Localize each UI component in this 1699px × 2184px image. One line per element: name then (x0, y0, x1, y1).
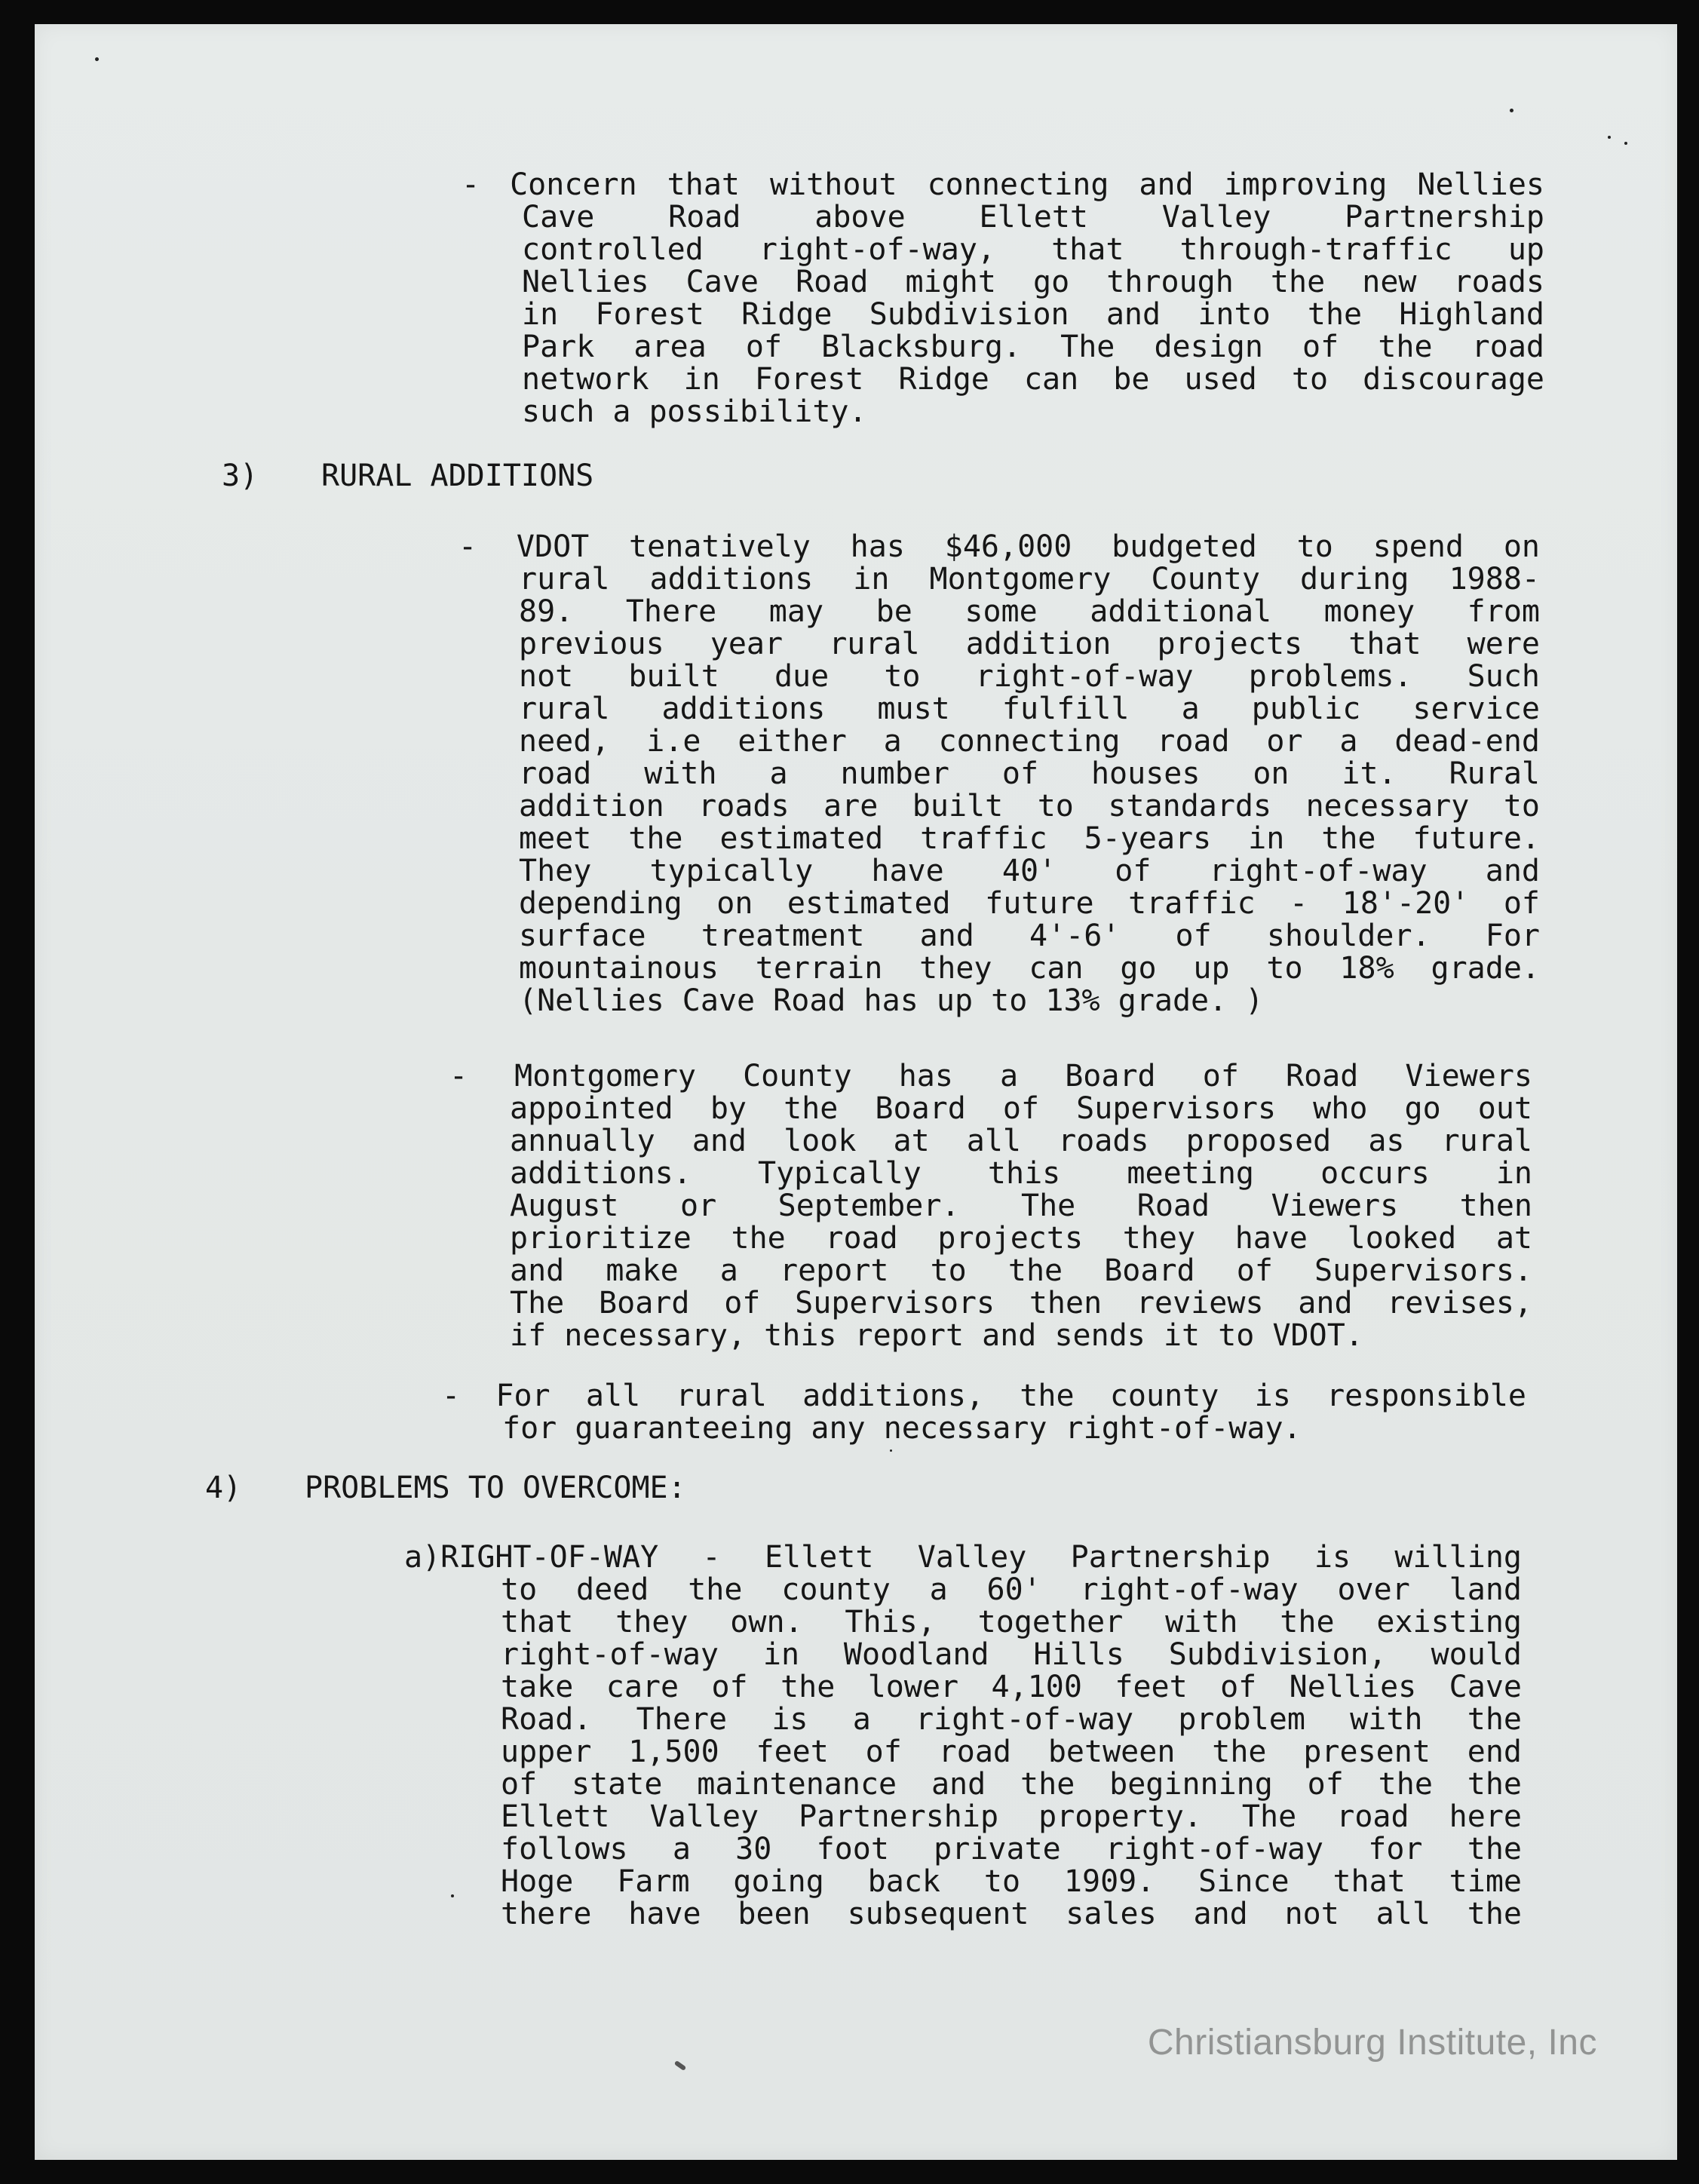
text-line: Ellett Valley Partnership property. The road here (501, 1799, 1522, 1834)
section-3-bullet-vdot (458, 531, 1540, 1017)
text-line: (Nellies Cave Road has up to 13% grade. ) (519, 983, 1264, 1018)
text-line: follows a 30 foot private right-of-way for the (501, 1832, 1522, 1867)
text-line: such a possibility. (522, 394, 867, 429)
paper-speck (451, 1894, 454, 1897)
text-line: Road. There is a right-of-way problem with the (501, 1702, 1522, 1737)
text-line: that they own. This, together with the existing (501, 1605, 1522, 1640)
text-line: - Montgomery County has a Board of Road Viewers (449, 1059, 1532, 1094)
text-line: for guaranteeing any necessary right-of-way. (502, 1411, 1302, 1446)
text-line: depending on estimated future traffic - 18'-20' of (519, 886, 1540, 921)
section-3-title: RURAL ADDITIONS (321, 459, 594, 493)
text-line: and make a report to the Board of Supervisors. (510, 1253, 1532, 1288)
section-3-number: 3) (222, 459, 259, 493)
text-line: rural additions must fulfill a public service (519, 692, 1540, 726)
text-line: upper 1,500 feet of road between the present end (501, 1735, 1522, 1769)
text-line: need, i.e either a connecting road or a dead-end (519, 724, 1540, 759)
text-line: right-of-way in Woodland Hills Subdivision, would (501, 1637, 1522, 1672)
text-line: rural additions in Montgomery County during 1988- (519, 562, 1540, 597)
text-line: not built due to right-of-way problems. Such (519, 659, 1540, 694)
section-4-number: 4) (205, 1471, 242, 1505)
text-line: if necessary, this report and sends it to VDOT. (510, 1318, 1363, 1353)
text-line: controlled right-of-way, that through-traffic up (522, 232, 1544, 267)
text-line: 89. There may be some additional money from (519, 594, 1540, 629)
text-line: Cave Road above Ellett Valley Partnership (522, 200, 1544, 235)
text-line: previous year rural addition projects that were (519, 627, 1540, 661)
text-line: Nellies Cave Road might go through the new roads (522, 265, 1544, 299)
section-4-title: PROBLEMS TO OVERCOME: (305, 1471, 686, 1505)
text-line: Park area of Blacksburg. The design of the road (522, 330, 1544, 364)
text-line: mountainous terrain they can go up to 18% grade. (519, 951, 1540, 986)
text-line: August or September. The Road Viewers then (510, 1189, 1532, 1223)
text-line: - Concern that without connecting and improving Nellies (462, 167, 1544, 202)
text-line: annually and look at all roads proposed as rural (510, 1124, 1532, 1158)
text-line: prioritize the road projects they have looked at (510, 1221, 1532, 1256)
text-line: The Board of Supervisors then reviews and revises, (510, 1286, 1532, 1321)
text-line: meet the estimated traffic 5-years in the future. (519, 821, 1540, 856)
paper-speck (1510, 109, 1513, 112)
text-line: take care of the lower 4,100 feet of Nellies Cave (501, 1670, 1522, 1704)
text-line: They typically have 40' of right-of-way and (519, 854, 1540, 888)
section-3-bullet-county (442, 1380, 1526, 1445)
text-line: to deed the county a 60' right-of-way over land (501, 1572, 1522, 1607)
text-line: surface treatment and 4'-6' of shoulder. For (519, 919, 1540, 953)
text-line: - VDOT tenatively has $46,000 budgeted to spend on (458, 529, 1540, 564)
section-3-bullet-road-viewers (449, 1060, 1532, 1352)
text-line: appointed by the Board of Supervisors who go out (510, 1091, 1532, 1126)
text-line: of state maintenance and the beginning of the the (501, 1767, 1522, 1802)
document-page (35, 24, 1677, 2160)
text-line: there have been subsequent sales and not all the (501, 1897, 1522, 1931)
text-line: road with a number of houses on it. Rural (519, 756, 1540, 791)
watermark-text: Christiansburg Institute, Inc (1147, 2023, 1597, 2063)
text-line: - For all rural additions, the county is responsible (442, 1379, 1526, 1413)
text-line: in Forest Ridge Subdivision and into the Highland (522, 297, 1544, 332)
section-4-item-right-of-way (404, 1541, 1522, 1931)
text-line: network in Forest Ridge can be used to discourage (522, 362, 1544, 397)
paper-speck (1608, 136, 1611, 139)
text-line: addition roads are built to standards necessary to (519, 789, 1540, 824)
paper-speck (674, 2060, 687, 2071)
text-line: a)RIGHT-OF-WAY - Ellett Valley Partnership is willing (404, 1540, 1522, 1575)
paper-speck (95, 57, 99, 61)
text-line: Hoge Farm going back to 1909. Since that time (501, 1864, 1522, 1899)
paper-speck (890, 1449, 892, 1452)
intro-bullet (462, 169, 1544, 428)
paper-speck (1624, 142, 1627, 145)
text-line: additions. Typically this meeting occurs in (510, 1156, 1532, 1191)
